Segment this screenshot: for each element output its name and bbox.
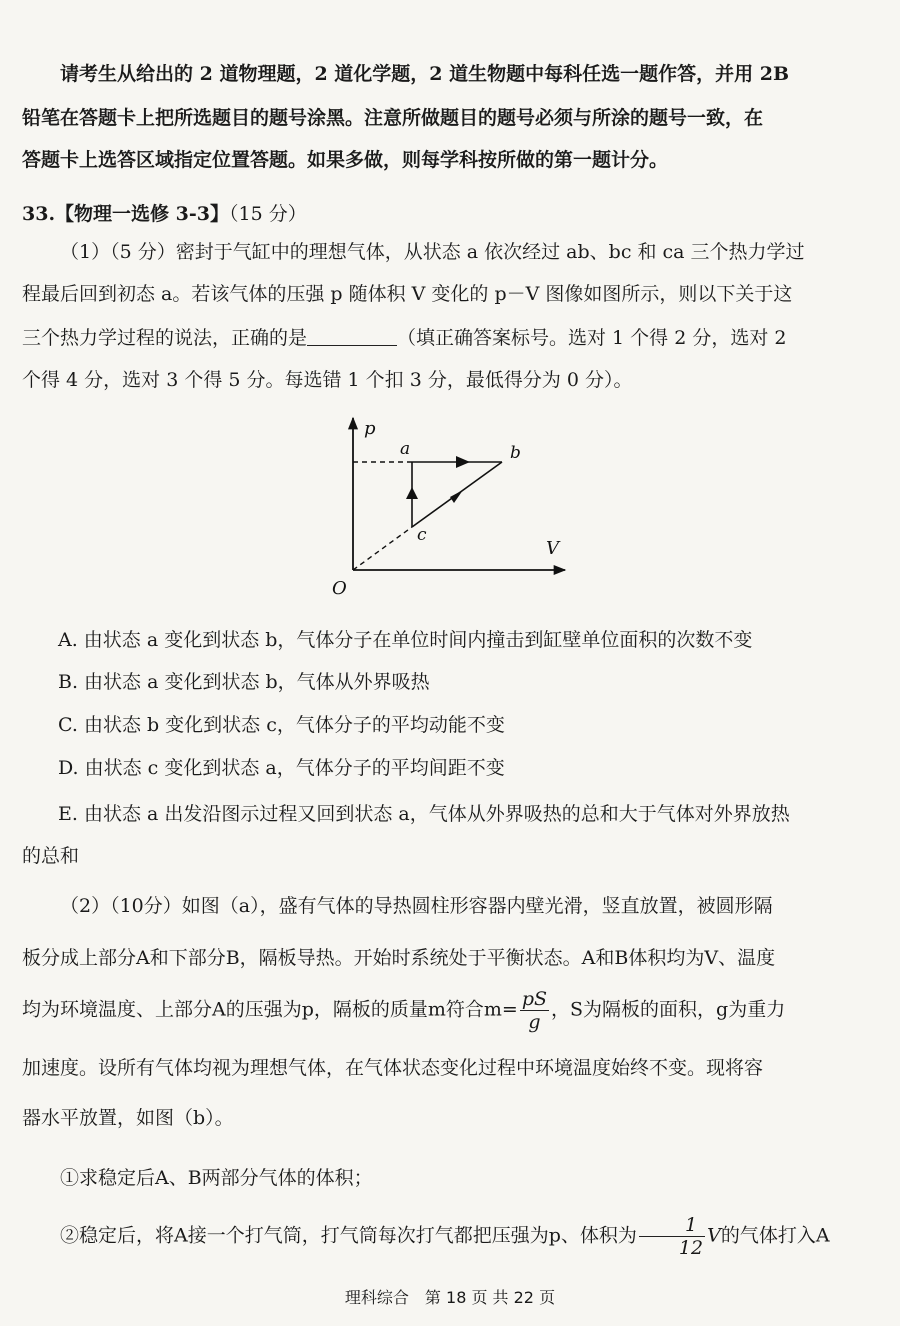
part1-line-4: 个得 4 分，选对 3 个得 5 分。每选错 1 个扣 3 分，最低得分为 0 分）。 — [22, 369, 633, 391]
option-e-line-2: 的总和 — [22, 845, 80, 867]
mass-fraction — [520, 988, 549, 1033]
part2-line-3-tail: ，S为隔板的面积，g为重力 — [551, 998, 786, 1021]
bc-arrow — [450, 490, 463, 503]
state-b-label: b — [510, 443, 521, 463]
page-footer: 理科综合 第 18 页 共 22 页 — [344, 1288, 556, 1307]
subquestion-2 — [22, 1214, 842, 1259]
part2-line-1: （2）（10分）如图（a），盛有气体的导热圆柱形容器内壁光滑，竖直放置，被圆形隔 — [60, 895, 773, 917]
v-axis-label: V — [546, 538, 559, 559]
ab-arrow — [456, 456, 470, 468]
instructions-line-2: 铅笔在答题卡上把所选题目的题号涂黑。注意所做题目的题号必须与所涂的题号一致，在 — [22, 107, 764, 129]
part2-line-2: 板分成上部分A和下部分B，隔板导热。开始时系统处于平衡状态。A和B体积均为V、温度 — [22, 947, 776, 969]
instructions-line-1: 请考生从给出的 2 道物理题，2 道化学题，2 道生物题中每科任选一题作答，并用 2B — [60, 63, 790, 85]
subquestion-2-tail: 的气体打入A — [720, 1224, 830, 1247]
part1-line-3-tail: （填正确答案标号。选对 1 个得 2 分，选对 2 — [397, 327, 787, 349]
pv-diagram — [320, 412, 580, 602]
origin-to-c-dashed — [353, 527, 412, 570]
question-33-points: （15 分） — [229, 203, 307, 225]
answer-blank[interactable] — [307, 327, 397, 346]
instructions-line-3: 答题卡上选答区域指定位置答题。如果多做，则每学科按所做的第一题计分。 — [22, 149, 669, 171]
part1-line-3-text: 三个热力学过程的说法，正确的是 — [22, 327, 308, 349]
state-c-label: c — [417, 525, 427, 545]
origin-label: O — [332, 578, 347, 599]
volume-fraction-denominator: 12 — [678, 1237, 704, 1259]
ca-arrow — [406, 487, 418, 499]
fraction-denominator: g — [528, 1011, 541, 1033]
volume-variable: V — [707, 1224, 721, 1247]
option-b: B. 由状态 a 变化到状态 b，气体从外界吸热 — [58, 671, 430, 693]
option-e-line-1: E. 由状态 a 出发沿图示过程又回到状态 a，气体从外界吸热的总和大于气体对外界放热 — [58, 803, 790, 825]
volume-fraction — [639, 1214, 705, 1259]
volume-fraction-numerator: 1 — [639, 1214, 705, 1237]
part2-line-3-text: 均为环境温度、上部分A的压强为p，隔板的质量m符合m= — [22, 998, 518, 1021]
part1-line-1: （1）（5 分）密封于气缸中的理想气体，从状态 a 依次经过 ab、bc 和 ca 三个热力学过 — [60, 241, 805, 263]
state-a-label: a — [400, 439, 411, 459]
subquestion-1: ①求稳定后A、B两部分气体的体积； — [60, 1167, 373, 1189]
question-33-title: 33.【物理一选修 3-3】 — [22, 203, 229, 225]
question-33-heading — [22, 194, 842, 234]
p-axis-label: p — [364, 418, 376, 439]
part2-line-3 — [22, 988, 842, 1033]
option-c: C. 由状态 b 变化到状态 c，气体分子的平均动能不变 — [58, 714, 505, 736]
part1-line-2: 程最后回到初态 a。若该气体的压强 p 随体积 V 变化的 p－V 图像如图所示，则以下关于这 — [22, 283, 793, 305]
fraction-numerator: pS — [521, 988, 548, 1010]
part1-line-3 — [22, 318, 842, 358]
subquestion-2-text: ②稳定后，将A接一个打气筒，打气筒每次打气都把压强为p、体积为 — [60, 1224, 637, 1247]
option-a: A. 由状态 a 变化到状态 b，气体分子在单位时间内撞击到缸壁单位面积的次数不变 — [58, 629, 753, 651]
part2-line-4: 加速度。设所有气体均视为理想气体，在气体状态变化过程中环境温度始终不变。现将容 — [22, 1057, 764, 1079]
option-d: D. 由状态 c 变化到状态 a，气体分子的平均间距不变 — [58, 757, 505, 779]
part2-line-5: 器水平放置，如图（b）。 — [22, 1107, 234, 1129]
